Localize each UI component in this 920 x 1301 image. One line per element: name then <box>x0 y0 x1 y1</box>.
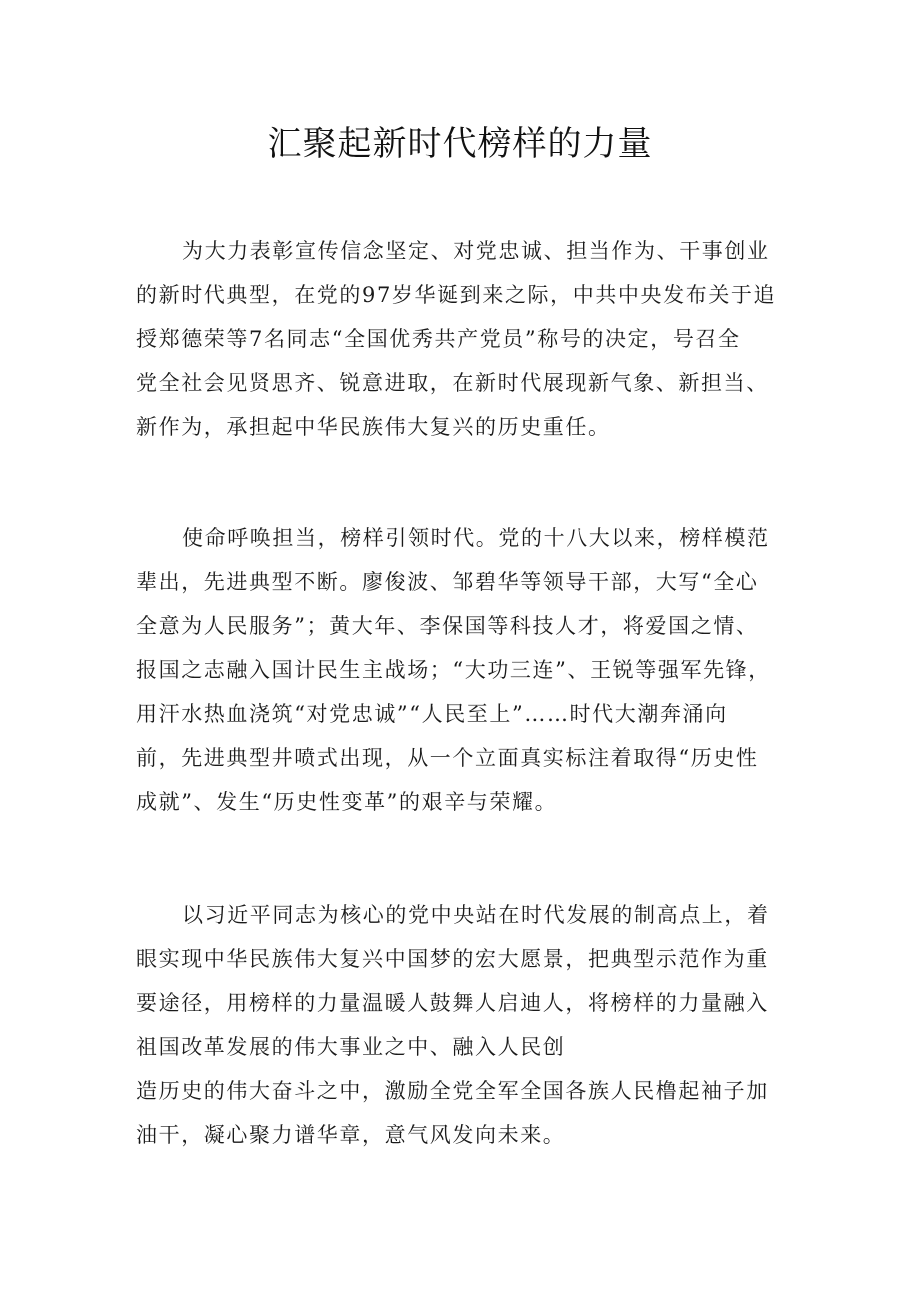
paragraph-line: 祖国改革发展的伟大事业之中、融入人民创 <box>136 1035 566 1059</box>
paragraph-line: 油干，凝心聚力谱华章，意气风发向未来。 <box>136 1123 566 1147</box>
paragraph-1 <box>136 229 792 449</box>
paragraph-line: 辈出，先进典型不断。廖俊波、邹碧华等领导干部，大写“全心 <box>136 570 759 594</box>
paragraph-3 <box>136 893 792 1157</box>
paragraph-line: 用汗水热血浇筑“对党忠诚”“人民至上”……时代大潮奔涌向 <box>136 702 728 726</box>
paragraph-line: 造历史的伟大奋斗之中，激励全党全军全国各族人民橹起袖子加 <box>136 1079 769 1103</box>
paragraph-line: 报国之志融入国计民生主战场；“大功三连”、王锐等强军先锋， <box>136 658 771 682</box>
paragraph-line: 党全社会见贤思齐、锐意进取，在新时代展现新气象、新担当、 <box>136 371 769 395</box>
paragraph-line: 全意为人民服务”；黄大年、李保国等科技人才，将爱国之情、 <box>136 614 759 638</box>
paragraph-line: 成就”、发生“历史性变革”的艰辛与荣耀。 <box>136 790 558 814</box>
paragraph-line: 前，先进典型井喷式出现，从一个立面真实标注着取得“历史性 <box>136 746 759 770</box>
paragraph-line: 为大力表彰宣传信念坚定、对党忠诚、担当作为、干事创业 <box>182 239 770 263</box>
paragraph-line: 以习近平同志为核心的党中央站在时代发展的制高点上，着 <box>182 903 770 927</box>
paragraph-line: 使命呼唤担当，榜样引领时代。党的十八大以来，榜样模范 <box>182 526 770 550</box>
paragraph-line: 眼实现中华民族伟大复兴中国梦的宏大愿景，把典型示范作为重 <box>136 947 769 971</box>
document-title: 汇聚起新时代榜样的力量 <box>267 124 653 164</box>
paragraph-2 <box>136 516 792 824</box>
paragraph-line: 新作为，承担起中华民族伟大复兴的历史重任。 <box>136 415 611 439</box>
paragraph-line: 的新时代典型，在党的97岁华诞到来之际，中共中央发布关于追 <box>136 283 777 307</box>
paragraph-line: 要途径，用榜样的力量温暖人鼓舞人启迪人，将榜样的力量融入 <box>136 991 769 1015</box>
paragraph-line: 授郑德荣等7名同志“全国优秀共产党员”称号的决定，号召全 <box>136 327 741 351</box>
